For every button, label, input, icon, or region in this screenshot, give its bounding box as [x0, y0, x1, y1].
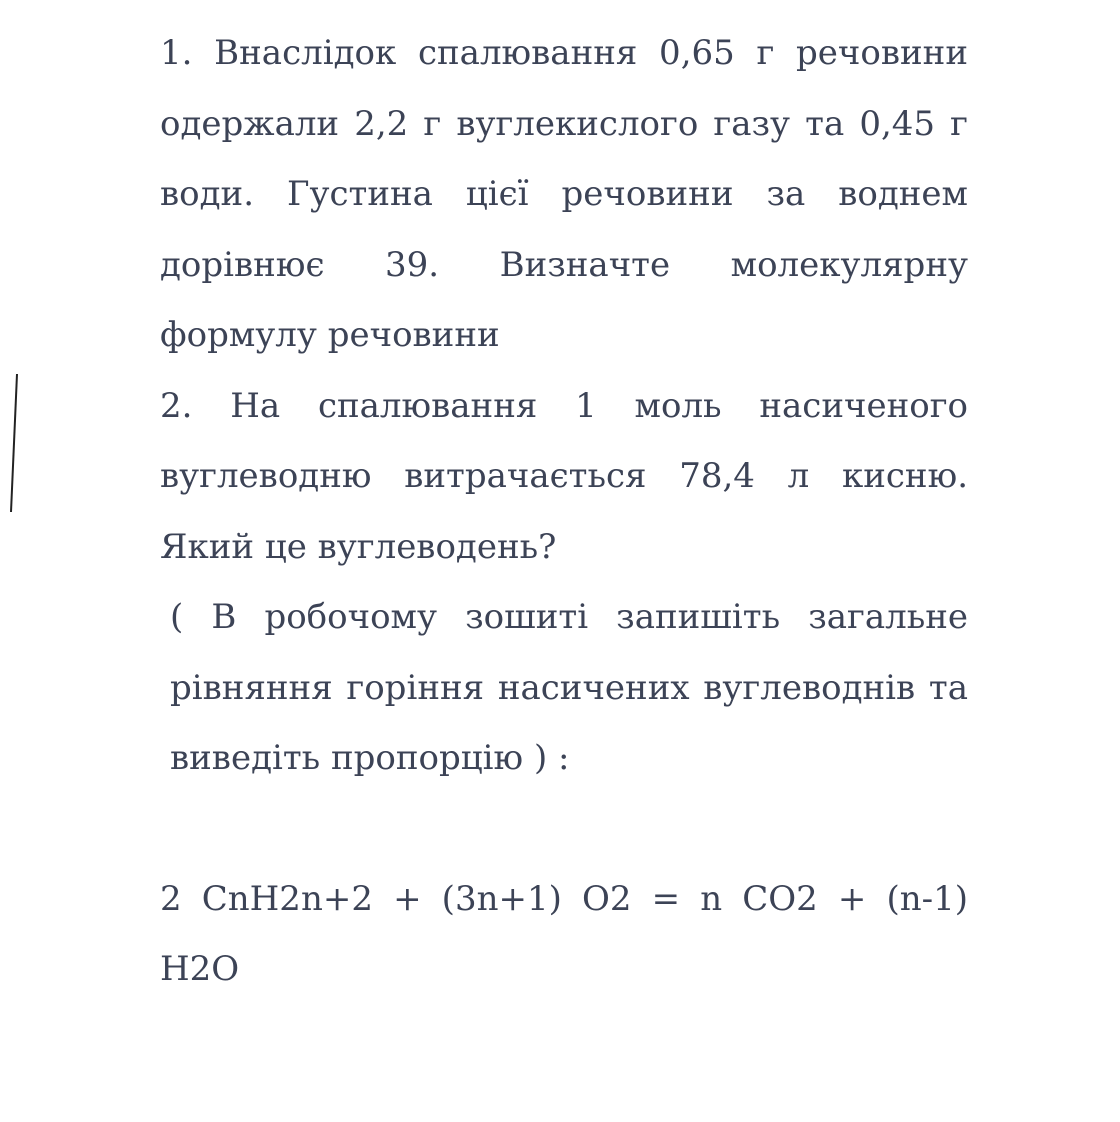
page-edge-mark: [8, 372, 20, 514]
blank-line: [160, 794, 968, 864]
problem-2: 2. На спалювання 1 моль насиченого вуглеводню витрачається 78,4 л кисню. Який це вуглеводень?: [160, 385, 968, 567]
problem-1: 1. Внаслідок спалювання 0,65 г речовини одержали 2,2 г вуглекислого газу та 0,45 г води. Густина цієї речовини за воднем дорівнює 39. Визначте молекулярну формулу речовини: [160, 33, 968, 355]
document-text: [160, 18, 968, 1005]
combustion-equation: 2 CnH2n+2 + (3n+1) O2 = n CO2 + (n-1) H2O: [160, 878, 968, 989]
clipped-top-line: [160, 0, 968, 6]
instruction-note: ( В робочому зошиті запишіть загальне рівняння горіння насичених вуглеводнів та виведіть пропорцію ) :: [170, 597, 968, 778]
